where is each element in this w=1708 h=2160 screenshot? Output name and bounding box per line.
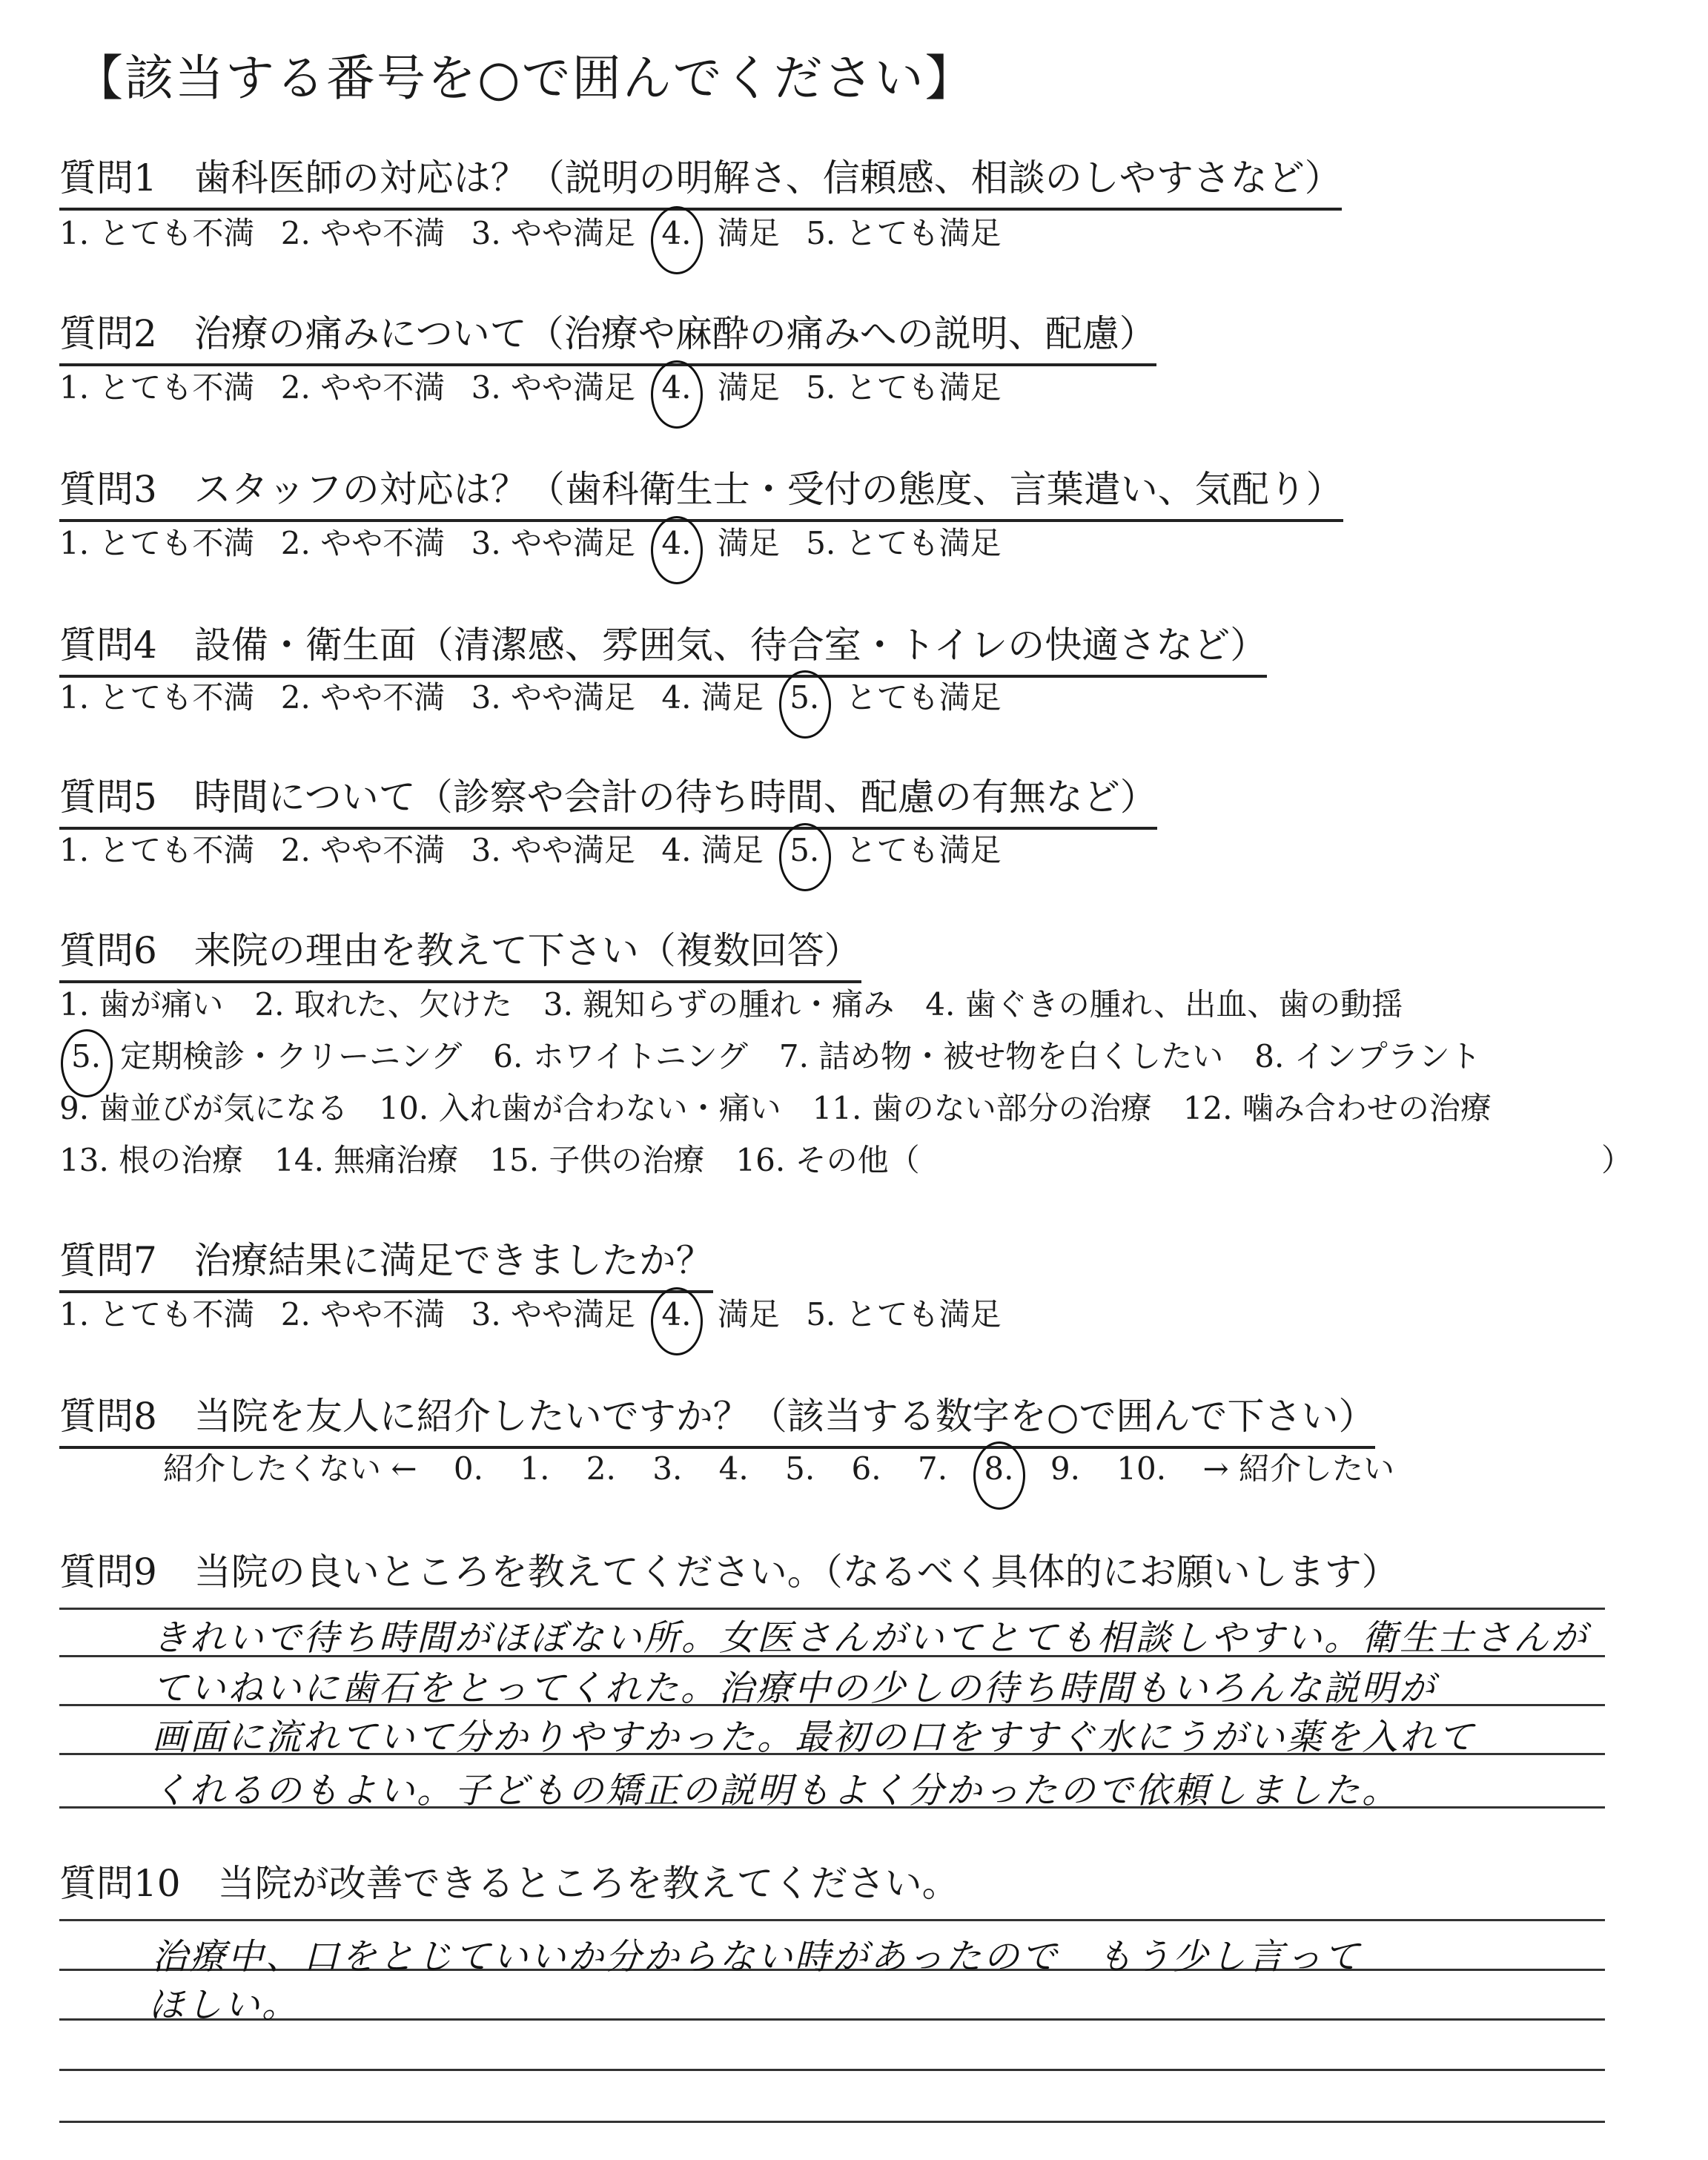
q6-row-2	[71, 1032, 1481, 1077]
q3-option-4-circled[interactable]: 4.	[661, 525, 692, 561]
q6-row-4[interactable]: 13. 根の治療 14. 無痛治療 15. 子供の治療 16. その他（	[59, 1142, 920, 1178]
q9-answer-line-3[interactable]: 画面に流れていて分かりやすかった。最初の口をすすぐ水にうがい薬を入れて	[152, 1717, 1476, 1758]
question-8-title: 質問8 当院を友人に紹介したいですか？（該当する数字を○で囲んで下さい）	[59, 1387, 1375, 1449]
q1-option-2[interactable]: 2. やや不満	[280, 215, 446, 251]
q8-score-9[interactable]: 9.	[1050, 1450, 1080, 1487]
q2-option-1[interactable]: 1. とても不満	[59, 369, 255, 406]
question-1-options	[59, 209, 1018, 254]
question-10-title: 質問10 当院が改善できるところを教えてください。	[59, 1862, 959, 1905]
q8-score-6[interactable]: 6.	[851, 1450, 881, 1487]
q9-answer-line-4[interactable]: くれるのもよい。子どもの矯正の説明もよく分かったので依頼しました。	[152, 1770, 1400, 1811]
q3-option-4-label: 満足	[717, 525, 780, 561]
q1-option-5[interactable]: 5. とても満足	[806, 215, 1002, 251]
q10-answer-line-1[interactable]: 治療中、口をとじていいか分からない時があったので もう少し言って	[152, 1936, 1362, 1978]
q7-option-5[interactable]: 5. とても満足	[806, 1296, 1002, 1332]
question-3-title: 質問3 スタッフの対応は？（歯科衛生士・受付の態度、言葉遣い、気配り）	[59, 460, 1343, 522]
q2-option-5[interactable]: 5. とても満足	[806, 369, 1002, 406]
q10-answer-line-2[interactable]: ほしい。	[148, 1984, 300, 2026]
q4-option-3[interactable]: 3. やや満足	[471, 679, 636, 716]
question-7-options	[59, 1290, 1018, 1335]
q1-option-3[interactable]: 3. やや満足	[471, 215, 636, 251]
q1-option-4-circled[interactable]: 4.	[661, 215, 692, 251]
q1-option-4-label: 満足	[717, 215, 780, 251]
question-1-title: 質問1 歯科医師の対応は？（説明の明解さ、信頼感、相談のしやすさなど）	[59, 148, 1342, 211]
q3-option-2[interactable]: 2. やや不満	[280, 525, 446, 561]
q4-option-4[interactable]: 4. 満足	[661, 679, 764, 716]
q5-option-3[interactable]: 3. やや満足	[471, 832, 636, 868]
page-title: 【該当する番号を○で囲んでください】	[74, 50, 976, 107]
q8-scale	[163, 1444, 1421, 1489]
q6-option-5-circled[interactable]: 5.	[71, 1038, 102, 1074]
answer-line	[59, 2121, 1605, 2123]
q8-score-7[interactable]: 7.	[917, 1450, 948, 1487]
question-5-options	[59, 826, 1018, 871]
question-2-options	[59, 363, 1018, 408]
q8-score-10[interactable]: 10.	[1116, 1450, 1167, 1487]
q8-score-3[interactable]: 3.	[652, 1450, 683, 1487]
q1-option-1[interactable]: 1. とても不満	[59, 215, 255, 251]
q4-option-1[interactable]: 1. とても不満	[59, 679, 255, 716]
question-5-title: 質問5 時間について（診察や会計の待ち時間、配慮の有無など）	[59, 767, 1157, 830]
question-2-title: 質問2 治療の痛みについて（治療や麻酔の痛みへの説明、配慮）	[59, 304, 1156, 366]
q6-row-2-text[interactable]: 定期検診・クリーニング 6. ホワイトニング 7. 詰め物・被せ物を白くしたい 8. インプラント	[120, 1038, 1481, 1074]
q6-row-3[interactable]: 9. 歯並びが気になる 10. 入れ歯が合わない・痛い 11. 歯のない部分の治療 12. 噛み合わせの治療	[59, 1090, 1492, 1126]
q2-option-4-label: 満足	[717, 369, 780, 406]
q4-option-2[interactable]: 2. やや不満	[280, 679, 446, 716]
question-9-title: 質問9 当院の良いところを教えてください。（なるべく具体的にお願いします）	[59, 1550, 1399, 1593]
q9-answer-line-1[interactable]: きれいで待ち時間がほぼない所。女医さんがいてとても相談しやすい。衛生士さんが	[152, 1617, 1589, 1659]
q8-score-5[interactable]: 5.	[785, 1450, 815, 1487]
q8-left-label: 紹介したくない ←	[163, 1450, 417, 1487]
q7-option-4-label: 満足	[717, 1296, 780, 1332]
q8-score-2[interactable]: 2.	[586, 1450, 616, 1487]
question-6-title: 質問6 来院の理由を教えて下さい（複数回答）	[59, 921, 861, 983]
q6-row-1[interactable]: 1. 歯が痛い 2. 取れた、欠けた 3. 親知らずの腫れ・痛み 4. 歯ぐきの腫れ、出血、歯の動揺	[59, 986, 1403, 1023]
q7-option-2[interactable]: 2. やや不満	[280, 1296, 446, 1332]
answer-line	[59, 1919, 1605, 1921]
q5-option-5-label: とても満足	[845, 832, 1002, 868]
q8-score-1[interactable]: 1.	[520, 1450, 550, 1487]
q5-option-2[interactable]: 2. やや不満	[280, 832, 446, 868]
q3-option-3[interactable]: 3. やや満足	[471, 525, 636, 561]
q7-option-1[interactable]: 1. とても不満	[59, 1296, 255, 1332]
q5-option-1[interactable]: 1. とても不満	[59, 832, 255, 868]
q3-option-1[interactable]: 1. とても不満	[59, 525, 255, 561]
q2-option-2[interactable]: 2. やや不満	[280, 369, 446, 406]
q9-answer-line-2[interactable]: ていねいに歯石をとってくれた。治療中の少しの待ち時間もいろんな説明が	[152, 1668, 1437, 1709]
q5-option-4[interactable]: 4. 満足	[661, 832, 764, 868]
question-3-options	[59, 519, 1018, 564]
q8-score-0[interactable]: 0.	[453, 1450, 483, 1487]
q7-option-3[interactable]: 3. やや満足	[471, 1296, 636, 1332]
q8-score-8-circled[interactable]: 8.	[984, 1450, 1014, 1487]
q4-option-5-circled[interactable]: 5.	[790, 679, 820, 716]
q3-option-5[interactable]: 5. とても満足	[806, 525, 1002, 561]
answer-line	[59, 2069, 1605, 2071]
q8-right-label: → 紹介したい	[1202, 1450, 1394, 1487]
q4-option-5-label: とても満足	[845, 679, 1002, 716]
q2-option-3[interactable]: 3. やや満足	[471, 369, 636, 406]
question-4-title: 質問4 設備・衛生面（清潔感、雰囲気、待合室・トイレの快適さなど）	[59, 615, 1267, 678]
question-4-options	[59, 673, 1018, 718]
q6-other-close-paren: ）	[1601, 1142, 1633, 1178]
q5-option-5-circled[interactable]: 5.	[790, 832, 820, 868]
q8-score-4[interactable]: 4.	[718, 1450, 749, 1487]
q7-option-4-circled[interactable]: 4.	[661, 1296, 692, 1332]
question-7-title: 質問7 治療結果に満足できましたか？	[59, 1231, 713, 1293]
q2-option-4-circled[interactable]: 4.	[661, 369, 692, 406]
